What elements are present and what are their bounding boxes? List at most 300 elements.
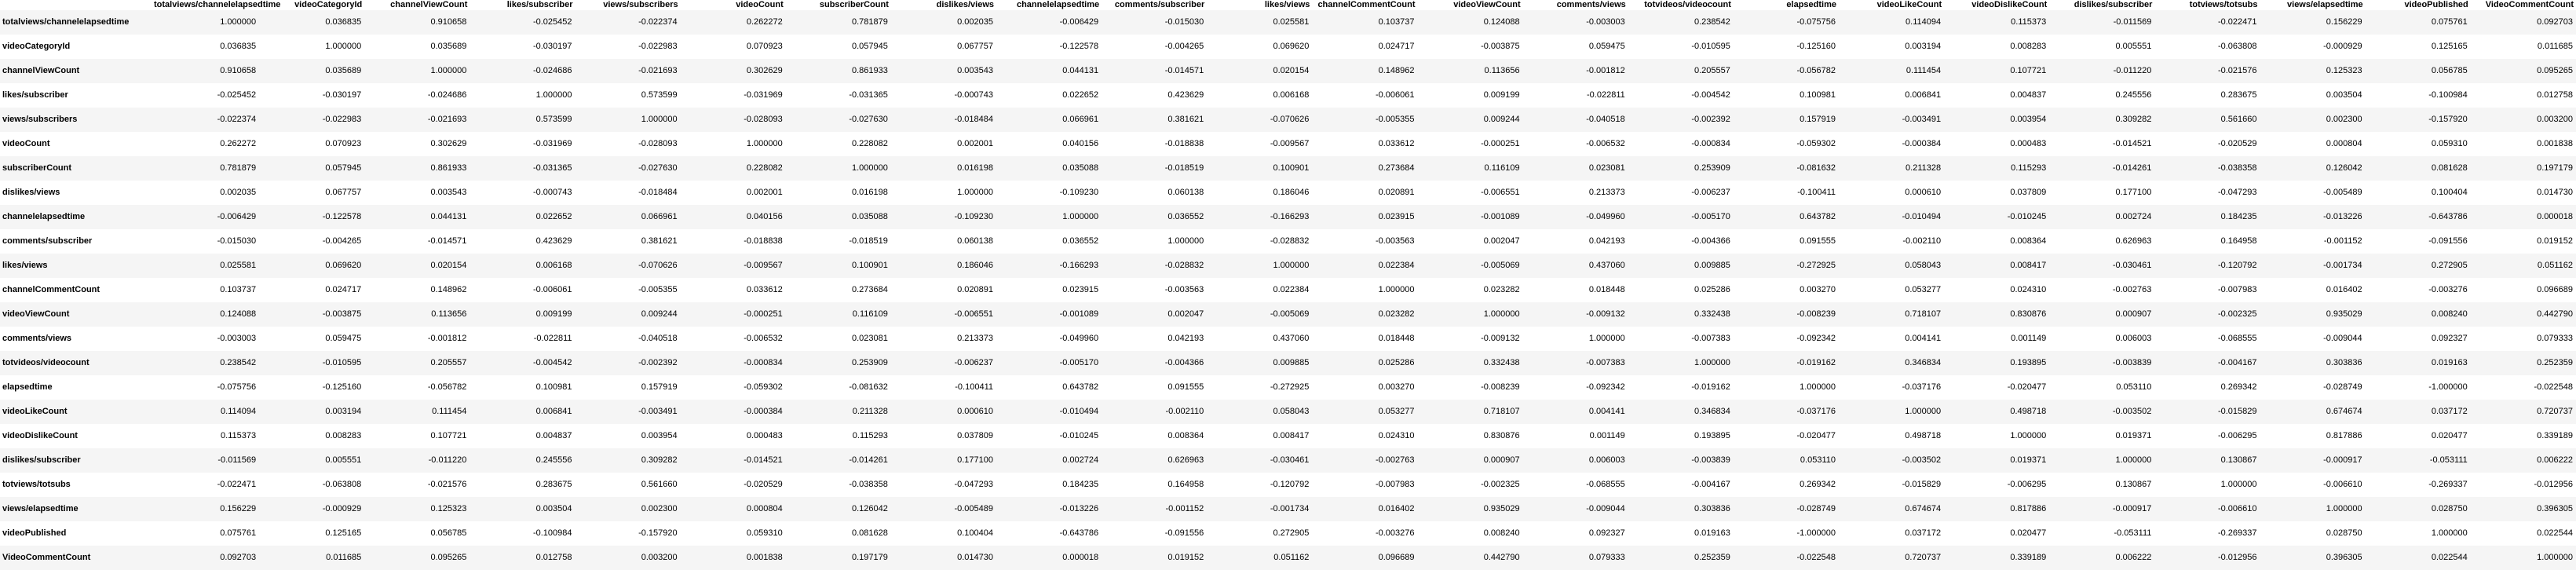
table-cell: -0.049960 bbox=[1059, 334, 1099, 343]
table-row bbox=[0, 59, 2576, 83]
table-cell: 0.228082 bbox=[746, 163, 783, 173]
table-cell: -0.008239 bbox=[1796, 309, 1836, 319]
table-cell: -0.024686 bbox=[427, 90, 467, 100]
table-cell: 1.000000 bbox=[2537, 553, 2573, 562]
table-cell: 0.016402 bbox=[2326, 285, 2362, 294]
table-cell: -0.012956 bbox=[2217, 553, 2257, 562]
table-row bbox=[0, 229, 2576, 254]
table-cell: -0.068555 bbox=[1586, 480, 1625, 489]
table-cell: -0.019162 bbox=[1691, 382, 1730, 392]
table-cell: 1.000000 bbox=[1800, 382, 1836, 392]
table-cell: 0.303836 bbox=[2326, 358, 2362, 367]
table-cell: -0.006610 bbox=[2217, 504, 2257, 513]
table-cell: 0.002047 bbox=[1167, 309, 1204, 319]
table-cell: 0.081628 bbox=[851, 528, 888, 538]
table-cell: 0.205557 bbox=[430, 358, 467, 367]
table-cell: 0.253909 bbox=[1694, 163, 1730, 173]
table-cell: 0.396305 bbox=[2326, 553, 2362, 562]
table-cell: 0.008364 bbox=[2010, 236, 2047, 246]
table-cell: 0.252359 bbox=[2537, 358, 2573, 367]
row-label: totalviews/channelelapsedtime bbox=[2, 17, 130, 27]
table-cell: -0.070626 bbox=[638, 261, 678, 270]
table-cell: -0.038358 bbox=[2217, 163, 2257, 173]
table-row bbox=[0, 375, 2576, 400]
table-cell: 0.332438 bbox=[1694, 309, 1730, 319]
table-row bbox=[0, 351, 2576, 375]
table-cell: 0.020891 bbox=[1378, 188, 1415, 197]
header-row bbox=[0, 0, 2576, 10]
table-cell: 0.001838 bbox=[2537, 139, 2573, 148]
table-cell: -0.028832 bbox=[1164, 261, 1204, 270]
column-header: videoCount bbox=[681, 0, 786, 10]
table-cell: -0.003491 bbox=[1902, 115, 1942, 124]
table-cell: 0.000018 bbox=[1062, 553, 1099, 562]
table-cell: -0.008239 bbox=[1481, 382, 1520, 392]
table-cell: 0.025286 bbox=[1378, 358, 1415, 367]
table-cell: 0.037809 bbox=[957, 431, 993, 440]
table-cell: -0.028749 bbox=[1796, 504, 1836, 513]
table-cell: -0.018484 bbox=[638, 188, 678, 197]
table-cell: -0.025452 bbox=[532, 17, 572, 27]
table-cell: 0.018448 bbox=[1588, 285, 1625, 294]
table-cell: -0.272925 bbox=[1270, 382, 1310, 392]
table-cell: 0.040156 bbox=[1062, 139, 1099, 148]
table-cell: -0.003875 bbox=[1481, 42, 1520, 51]
table-cell: 0.022544 bbox=[2537, 528, 2573, 538]
table-cell: 0.060138 bbox=[957, 236, 993, 246]
table-cell: 0.003504 bbox=[2326, 90, 2362, 100]
table-cell: 0.057945 bbox=[325, 163, 362, 173]
table-row bbox=[0, 448, 2576, 473]
table-cell: -0.031365 bbox=[849, 90, 888, 100]
table-cell: 0.561660 bbox=[641, 480, 678, 489]
table-cell: -0.002763 bbox=[2112, 285, 2152, 294]
table-cell: 0.269342 bbox=[2220, 382, 2257, 392]
table-cell: 0.442790 bbox=[2537, 309, 2573, 319]
table-cell: 0.720737 bbox=[1905, 553, 1942, 562]
table-cell: 1.000000 bbox=[1588, 334, 1625, 343]
table-cell: -0.068555 bbox=[2217, 334, 2257, 343]
table-cell: 0.002724 bbox=[2115, 212, 2152, 221]
table-cell: 0.036552 bbox=[1167, 212, 1204, 221]
table-cell: 0.003954 bbox=[641, 431, 678, 440]
table-cell: -0.075756 bbox=[1796, 17, 1836, 27]
table-cell: -0.001812 bbox=[427, 334, 467, 343]
table-cell: 0.012758 bbox=[2537, 90, 2573, 100]
table-cell: 0.100404 bbox=[2431, 188, 2468, 197]
table-cell: -0.003875 bbox=[322, 309, 362, 319]
row-label: elapsedtime bbox=[2, 382, 53, 392]
table-cell: 0.935029 bbox=[1483, 504, 1520, 513]
table-cell: 0.339189 bbox=[2537, 431, 2573, 440]
table-cell: 0.042193 bbox=[1167, 334, 1204, 343]
table-row bbox=[0, 181, 2576, 205]
column-header: channelelapsedtime bbox=[996, 0, 1102, 10]
column-header: totviews/totsubs bbox=[2154, 0, 2260, 10]
table-cell: -0.000834 bbox=[744, 358, 783, 367]
table-row bbox=[0, 497, 2576, 521]
table-cell: 0.817886 bbox=[2326, 431, 2362, 440]
table-cell: -0.005069 bbox=[1270, 309, 1310, 319]
row-label: videoLikeCount bbox=[2, 407, 68, 416]
table-cell: 0.006222 bbox=[2115, 553, 2152, 562]
table-cell: 0.718107 bbox=[1483, 407, 1520, 416]
table-cell: -0.030197 bbox=[322, 90, 362, 100]
table-cell: 0.107721 bbox=[2010, 66, 2047, 75]
table-cell: -0.030461 bbox=[1270, 455, 1310, 465]
column-header: channelViewCount bbox=[364, 0, 470, 10]
table-cell: -0.004366 bbox=[1164, 358, 1204, 367]
row-label: totviews/totsubs bbox=[2, 480, 71, 489]
table-cell: 1.000000 bbox=[535, 90, 572, 100]
table-cell: -0.006295 bbox=[2007, 480, 2047, 489]
table-row bbox=[0, 400, 2576, 424]
table-cell: 0.302629 bbox=[430, 139, 467, 148]
table-cell: 0.023915 bbox=[1378, 212, 1415, 221]
table-cell: -0.000743 bbox=[954, 90, 993, 100]
table-cell: 0.053277 bbox=[1378, 407, 1415, 416]
table-cell: 0.002300 bbox=[2326, 115, 2362, 124]
table-cell: 0.115293 bbox=[852, 431, 888, 440]
table-cell: 0.381621 bbox=[641, 236, 678, 246]
table-cell: -0.157920 bbox=[638, 528, 678, 538]
table-cell: 0.028750 bbox=[2326, 528, 2362, 538]
row-label: videoCategoryId bbox=[2, 42, 71, 51]
table-cell: 0.245556 bbox=[535, 455, 572, 465]
table-cell: -0.005170 bbox=[1059, 358, 1099, 367]
row-label: channelCommentCount bbox=[2, 285, 100, 294]
table-cell: -0.006551 bbox=[954, 309, 993, 319]
table-cell: -0.004542 bbox=[1691, 90, 1730, 100]
table-cell: -0.004265 bbox=[322, 236, 362, 246]
table-cell: 0.092327 bbox=[1588, 528, 1625, 538]
table-body bbox=[0, 10, 2576, 570]
column-header: views/elapsedtime bbox=[2260, 0, 2366, 10]
table-cell: 0.115293 bbox=[2011, 163, 2047, 173]
row-label: videoViewCount bbox=[2, 309, 70, 319]
table-row bbox=[0, 108, 2576, 132]
table-cell: 1.000000 bbox=[1378, 285, 1415, 294]
row-label: channelelapsedtime bbox=[2, 212, 86, 221]
table-cell: 0.081628 bbox=[2431, 163, 2468, 173]
column-header: comments/views bbox=[1523, 0, 1628, 10]
table-cell: 0.125323 bbox=[2326, 66, 2362, 75]
table-cell: -0.053111 bbox=[2114, 528, 2152, 538]
table-cell: 0.057945 bbox=[851, 42, 888, 51]
table-cell: -0.018519 bbox=[1164, 163, 1204, 173]
table-cell: 0.272905 bbox=[1273, 528, 1310, 538]
table-cell: 0.092703 bbox=[2537, 17, 2573, 27]
table-cell: 0.069620 bbox=[1273, 42, 1310, 51]
table-cell: -0.014571 bbox=[427, 236, 467, 246]
table-cell: -0.002325 bbox=[2217, 309, 2257, 319]
table-cell: -0.006061 bbox=[532, 285, 572, 294]
table-cell: 0.116109 bbox=[852, 309, 888, 319]
table-cell: 0.096689 bbox=[2537, 285, 2573, 294]
table-cell: 0.125165 bbox=[2431, 42, 2468, 51]
table-cell: 0.079333 bbox=[2537, 334, 2573, 343]
table-cell: 0.004837 bbox=[535, 431, 572, 440]
column-header: videoViewCount bbox=[1418, 0, 1523, 10]
table-cell: 0.674674 bbox=[2326, 407, 2362, 416]
table-cell: 0.164958 bbox=[1167, 480, 1204, 489]
table-cell: 0.781879 bbox=[851, 17, 888, 27]
table-cell: 0.044131 bbox=[430, 212, 467, 221]
table-cell: 0.126042 bbox=[851, 504, 888, 513]
table-cell: 0.332438 bbox=[1483, 358, 1520, 367]
table-cell: 0.022544 bbox=[2431, 553, 2468, 562]
table-cell: -0.015030 bbox=[1164, 17, 1204, 27]
table-cell: 1.000000 bbox=[2010, 431, 2047, 440]
table-cell: -0.269337 bbox=[2217, 528, 2257, 538]
table-cell: 0.037172 bbox=[1905, 528, 1942, 538]
table-cell: 0.184235 bbox=[2220, 212, 2257, 221]
table-cell: 0.000483 bbox=[746, 431, 783, 440]
table-row bbox=[0, 302, 2576, 327]
table-cell: 0.303836 bbox=[1694, 504, 1730, 513]
table-cell: 0.001149 bbox=[1589, 431, 1625, 440]
table-cell: 1.000000 bbox=[1905, 407, 1942, 416]
column-header: likes/views bbox=[1207, 0, 1312, 10]
table-cell: 0.036835 bbox=[220, 42, 257, 51]
table-cell: 0.000610 bbox=[957, 407, 993, 416]
table-cell: -0.122578 bbox=[1059, 42, 1099, 51]
table-cell: -0.166293 bbox=[1059, 261, 1099, 270]
table-cell: -0.018484 bbox=[954, 115, 993, 124]
table-cell: 0.051162 bbox=[2537, 261, 2573, 270]
table-row bbox=[0, 278, 2576, 302]
table-cell: 0.019371 bbox=[2010, 455, 2047, 465]
table-cell: 0.114094 bbox=[1906, 17, 1942, 27]
table-cell: 0.020891 bbox=[957, 285, 993, 294]
table-cell: 0.269342 bbox=[1800, 480, 1836, 489]
table-cell: 0.092703 bbox=[220, 553, 257, 562]
table-cell: -0.125160 bbox=[322, 382, 362, 392]
table-cell: 0.148962 bbox=[1378, 66, 1415, 75]
table-cell: 0.910658 bbox=[220, 66, 257, 75]
table-cell: 0.019163 bbox=[2431, 358, 2468, 367]
table-cell: 0.033612 bbox=[1378, 139, 1415, 148]
table-cell: -0.002110 bbox=[1902, 236, 1942, 246]
table-cell: -0.000917 bbox=[2112, 504, 2152, 513]
table-cell: 0.193895 bbox=[1694, 431, 1730, 440]
table-cell: -0.014261 bbox=[2112, 163, 2152, 173]
table-cell: -0.003563 bbox=[1375, 236, 1415, 246]
table-cell: -1.000000 bbox=[1796, 528, 1836, 538]
table-cell: 0.720737 bbox=[2537, 407, 2573, 416]
table-cell: 0.016198 bbox=[851, 188, 888, 197]
table-cell: 0.053277 bbox=[1905, 285, 1942, 294]
table-cell: 0.124088 bbox=[220, 309, 257, 319]
table-cell: -0.004366 bbox=[1691, 236, 1730, 246]
table-cell: -0.059302 bbox=[744, 382, 783, 392]
table-cell: 0.113656 bbox=[1484, 66, 1520, 75]
column-header: elapsedtime bbox=[1734, 0, 1839, 10]
table-cell: -0.011220 bbox=[428, 455, 467, 465]
table-cell: 0.067757 bbox=[957, 42, 993, 51]
table-cell: 0.164958 bbox=[2220, 236, 2257, 246]
table-cell: 0.003270 bbox=[1378, 382, 1415, 392]
table-cell: 0.003543 bbox=[957, 66, 993, 75]
table-cell: 0.053110 bbox=[1800, 455, 1836, 465]
table-cell: 0.011685 bbox=[326, 553, 362, 562]
table-cell: 0.910658 bbox=[430, 17, 467, 27]
table-cell: -0.002392 bbox=[1691, 115, 1730, 124]
table-cell: 0.157919 bbox=[641, 382, 678, 392]
table-cell: -0.037176 bbox=[1902, 382, 1942, 392]
row-label: views/elapsedtime bbox=[2, 504, 79, 513]
table-cell: -0.091556 bbox=[1164, 528, 1204, 538]
table-cell: 0.095265 bbox=[430, 553, 467, 562]
row-label: subscriberCount bbox=[2, 163, 72, 173]
table-cell: 0.025581 bbox=[1273, 17, 1310, 27]
table-cell: 0.004837 bbox=[2010, 90, 2047, 100]
table-cell: 1.000000 bbox=[1167, 236, 1204, 246]
table-cell: -0.000929 bbox=[2323, 42, 2362, 51]
table-cell: -0.014571 bbox=[1164, 66, 1204, 75]
table-cell: -0.003502 bbox=[2112, 407, 2152, 416]
table-cell: 0.000018 bbox=[2537, 212, 2573, 221]
table-row bbox=[0, 327, 2576, 351]
table-cell: -0.021693 bbox=[638, 66, 678, 75]
table-cell: -0.002763 bbox=[1375, 455, 1415, 465]
table-cell: -0.040518 bbox=[638, 334, 678, 343]
table-cell: 0.014730 bbox=[2537, 188, 2573, 197]
table-cell: 0.066961 bbox=[641, 212, 678, 221]
table-cell: -0.040518 bbox=[1586, 115, 1625, 124]
table-cell: 0.283675 bbox=[535, 480, 572, 489]
table-cell: 0.177100 bbox=[957, 455, 993, 465]
table-cell: 0.044131 bbox=[1062, 66, 1099, 75]
table-cell: -0.018519 bbox=[849, 236, 888, 246]
table-cell: -0.005069 bbox=[1481, 261, 1520, 270]
table-cell: -0.025452 bbox=[217, 90, 257, 100]
row-label: likes/views bbox=[2, 261, 48, 270]
table-cell: -0.022811 bbox=[1587, 90, 1625, 100]
table-cell: -0.018838 bbox=[744, 236, 783, 246]
table-cell: 0.186046 bbox=[957, 261, 993, 270]
row-label: comments/subscriber bbox=[2, 236, 93, 246]
table-cell: -0.100411 bbox=[1797, 188, 1836, 197]
row-label: videoCount bbox=[2, 139, 50, 148]
column-header: subscriberCount bbox=[786, 0, 891, 10]
table-cell: -0.005355 bbox=[1375, 115, 1415, 124]
table-cell: 0.124088 bbox=[1483, 17, 1520, 27]
table-cell: 0.205557 bbox=[1694, 66, 1730, 75]
table-cell: 0.262272 bbox=[220, 139, 257, 148]
table-cell: -0.009132 bbox=[1586, 309, 1625, 319]
table-cell: 0.283675 bbox=[2220, 90, 2257, 100]
table-cell: 0.115373 bbox=[2011, 17, 2047, 27]
table-cell: 0.011685 bbox=[2537, 42, 2573, 51]
table-cell: -0.031365 bbox=[532, 163, 572, 173]
table-cell: -0.006429 bbox=[1059, 17, 1099, 27]
table-cell: 0.025286 bbox=[1694, 285, 1730, 294]
table-cell: -0.028093 bbox=[638, 139, 678, 148]
column-header: videoLikeCount bbox=[1839, 0, 1944, 10]
table-cell: 0.000907 bbox=[1483, 455, 1520, 465]
table-cell: 0.423629 bbox=[535, 236, 572, 246]
table-cell: -0.003502 bbox=[1902, 455, 1942, 465]
row-label: videoPublished bbox=[2, 528, 67, 538]
table-cell: -0.000384 bbox=[744, 407, 783, 416]
table-cell: -0.063808 bbox=[322, 480, 362, 489]
table-cell: 0.095265 bbox=[2537, 66, 2573, 75]
corner-cell bbox=[0, 0, 154, 10]
table-cell: 0.020477 bbox=[2431, 431, 2468, 440]
table-cell: 0.016198 bbox=[957, 163, 993, 173]
table-cell: 0.001149 bbox=[2011, 334, 2047, 343]
table-cell: -0.002325 bbox=[1481, 480, 1520, 489]
table-row bbox=[0, 156, 2576, 181]
row-label: likes/subscriber bbox=[2, 90, 68, 100]
table-cell: -0.010245 bbox=[1059, 431, 1099, 440]
table-cell: 0.012758 bbox=[535, 553, 572, 562]
table-cell: 0.346834 bbox=[1905, 358, 1942, 367]
table-cell: -0.004167 bbox=[1691, 480, 1730, 489]
table-cell: -1.000000 bbox=[2428, 382, 2468, 392]
table-cell: -0.643786 bbox=[2428, 212, 2468, 221]
table-cell: 0.003194 bbox=[325, 407, 362, 416]
table-cell: -0.022983 bbox=[322, 115, 362, 124]
table-cell: 0.113656 bbox=[431, 309, 467, 319]
table-cell: 0.125165 bbox=[325, 528, 362, 538]
table-cell: 0.346834 bbox=[1694, 407, 1730, 416]
table-cell: 0.302629 bbox=[746, 66, 783, 75]
table-cell: 0.100981 bbox=[1800, 90, 1836, 100]
table-cell: 0.000804 bbox=[746, 504, 783, 513]
table-cell: -0.022983 bbox=[638, 42, 678, 51]
table-cell: 0.022652 bbox=[1062, 90, 1099, 100]
table-cell: -0.000743 bbox=[532, 188, 572, 197]
table-cell: -0.007983 bbox=[1375, 480, 1415, 489]
table-cell: -0.001089 bbox=[1059, 309, 1099, 319]
table-cell: 0.100901 bbox=[851, 261, 888, 270]
table-cell: -0.001734 bbox=[2323, 261, 2362, 270]
table-cell: 0.005551 bbox=[325, 455, 362, 465]
table-cell: 0.228082 bbox=[851, 139, 888, 148]
table-cell: 0.423629 bbox=[1167, 90, 1204, 100]
table-cell: -0.007983 bbox=[2217, 285, 2257, 294]
table-cell: 0.020154 bbox=[1273, 66, 1310, 75]
table-cell: 0.016402 bbox=[1378, 504, 1415, 513]
column-header: channelCommentCount bbox=[1312, 0, 1417, 10]
table-cell: 0.070923 bbox=[746, 42, 783, 51]
column-header: views/subscribers bbox=[575, 0, 681, 10]
table-cell: -0.022374 bbox=[217, 115, 257, 124]
table-cell: -0.014261 bbox=[849, 455, 888, 465]
table-cell: 1.000000 bbox=[1694, 358, 1730, 367]
row-label: VideoCommentCount bbox=[2, 553, 91, 562]
table-cell: 0.037809 bbox=[2010, 188, 2047, 197]
table-cell: -0.031969 bbox=[744, 90, 783, 100]
table-cell: -0.070626 bbox=[1270, 115, 1310, 124]
table-cell: -0.028749 bbox=[2323, 382, 2362, 392]
table-cell: 0.051162 bbox=[1273, 553, 1310, 562]
table-row bbox=[0, 546, 2576, 570]
table-cell: 0.040156 bbox=[746, 212, 783, 221]
table-cell: 0.002300 bbox=[641, 504, 678, 513]
table-cell: 0.861933 bbox=[851, 66, 888, 75]
table-cell: -0.075756 bbox=[217, 382, 257, 392]
table-cell: 0.025581 bbox=[220, 261, 257, 270]
table-cell: 0.060138 bbox=[1167, 188, 1204, 197]
table-cell: -0.027630 bbox=[849, 115, 888, 124]
column-header: videoPublished bbox=[2366, 0, 2471, 10]
table-cell: -0.003839 bbox=[1691, 455, 1730, 465]
table-cell: -0.001152 bbox=[2323, 236, 2362, 246]
table-row bbox=[0, 83, 2576, 108]
